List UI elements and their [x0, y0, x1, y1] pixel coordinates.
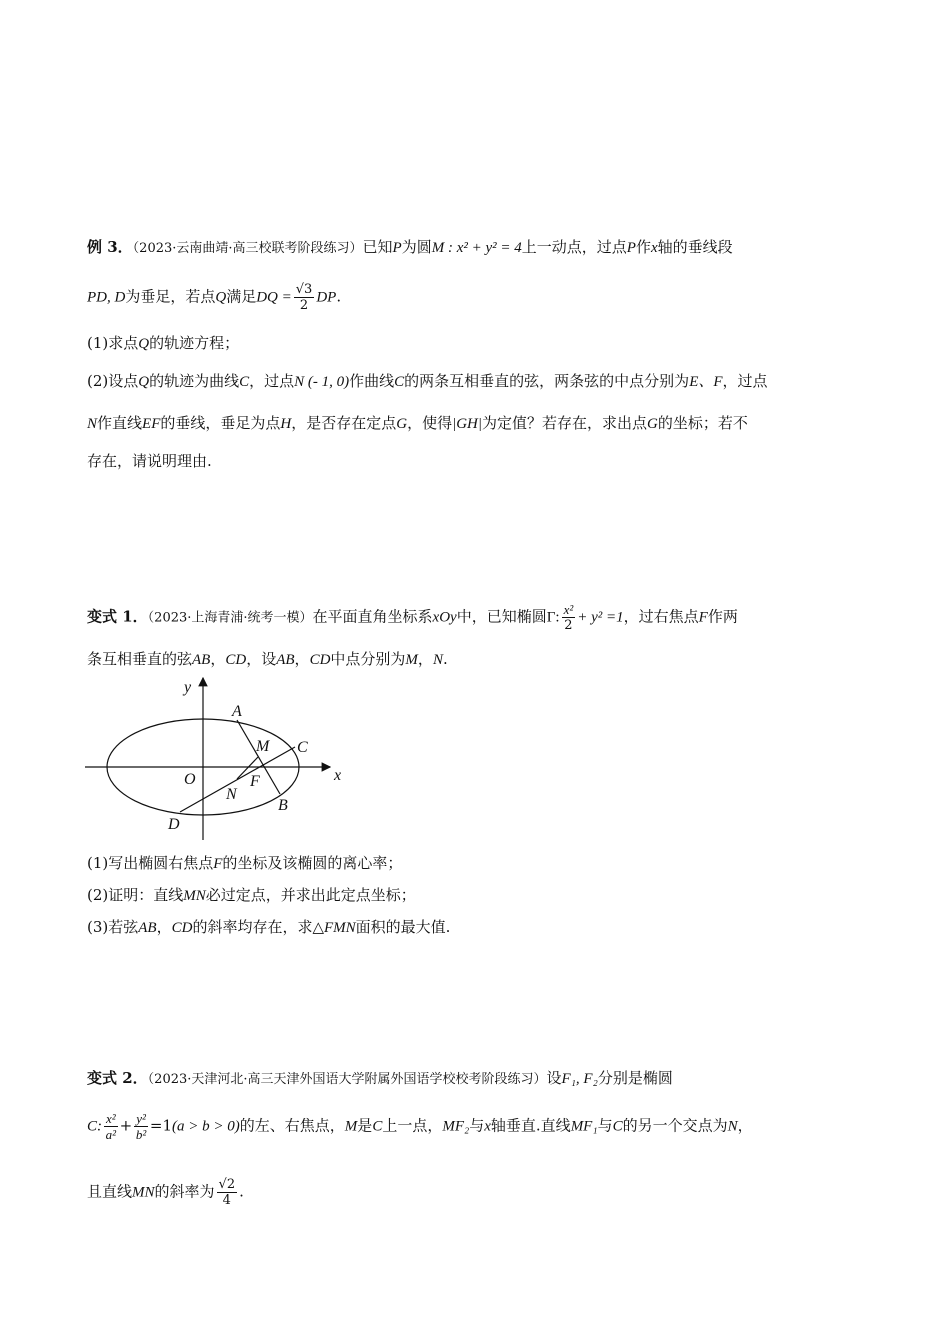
label-b: B: [278, 797, 288, 814]
label-y: y: [184, 679, 192, 696]
variant-1-label: 变式 1．: [87, 607, 148, 626]
x2-over-a2: $\frac{\text{x²}}{\text{a²}}$: [105, 1111, 117, 1142]
sqrt3-over-2: $\frac{√3}{2}$: [295, 282, 313, 313]
label-m: M: [256, 738, 270, 755]
question-2: (2)证明：直线: [87, 886, 184, 904]
x2-over-2: $\frac{\text{x²}}{2}$: [563, 602, 574, 633]
label-x: x: [334, 767, 342, 784]
question-3: (3)若弦: [87, 918, 139, 936]
question-2: (2)设点: [87, 372, 139, 390]
variant-2-label: 变式 2．: [87, 1069, 148, 1087]
label-f: F: [250, 773, 260, 790]
circle-equation: M : x² + y² = 4: [431, 240, 522, 256]
ellipse-figure: [80, 672, 360, 848]
example-3-source: （2023·云南曲靖·高三校联考阶段练习）: [132, 241, 363, 256]
example-3-label: 例 3．: [87, 238, 133, 256]
label-n: N: [226, 786, 237, 803]
label-a: A: [232, 703, 242, 720]
variant-1-source: （2023·上海青浦·统考一模）: [147, 610, 313, 626]
question-1: (1)写出椭圆右焦点: [87, 854, 214, 872]
sqrt2-over-4: $\frac{√2}{4}$: [218, 1177, 236, 1208]
question-1: (1)求点: [87, 334, 139, 352]
variant-2-source: （2023·天津河北·高三天津外国语大学附属外国语学校校考阶段练习）: [147, 1072, 547, 1087]
label-o: O: [184, 771, 196, 788]
label-c: C: [297, 739, 308, 756]
y2-over-b2: $\frac{\text{y²}}{\text{b²}}$: [135, 1111, 147, 1142]
label-d: D: [168, 816, 180, 833]
